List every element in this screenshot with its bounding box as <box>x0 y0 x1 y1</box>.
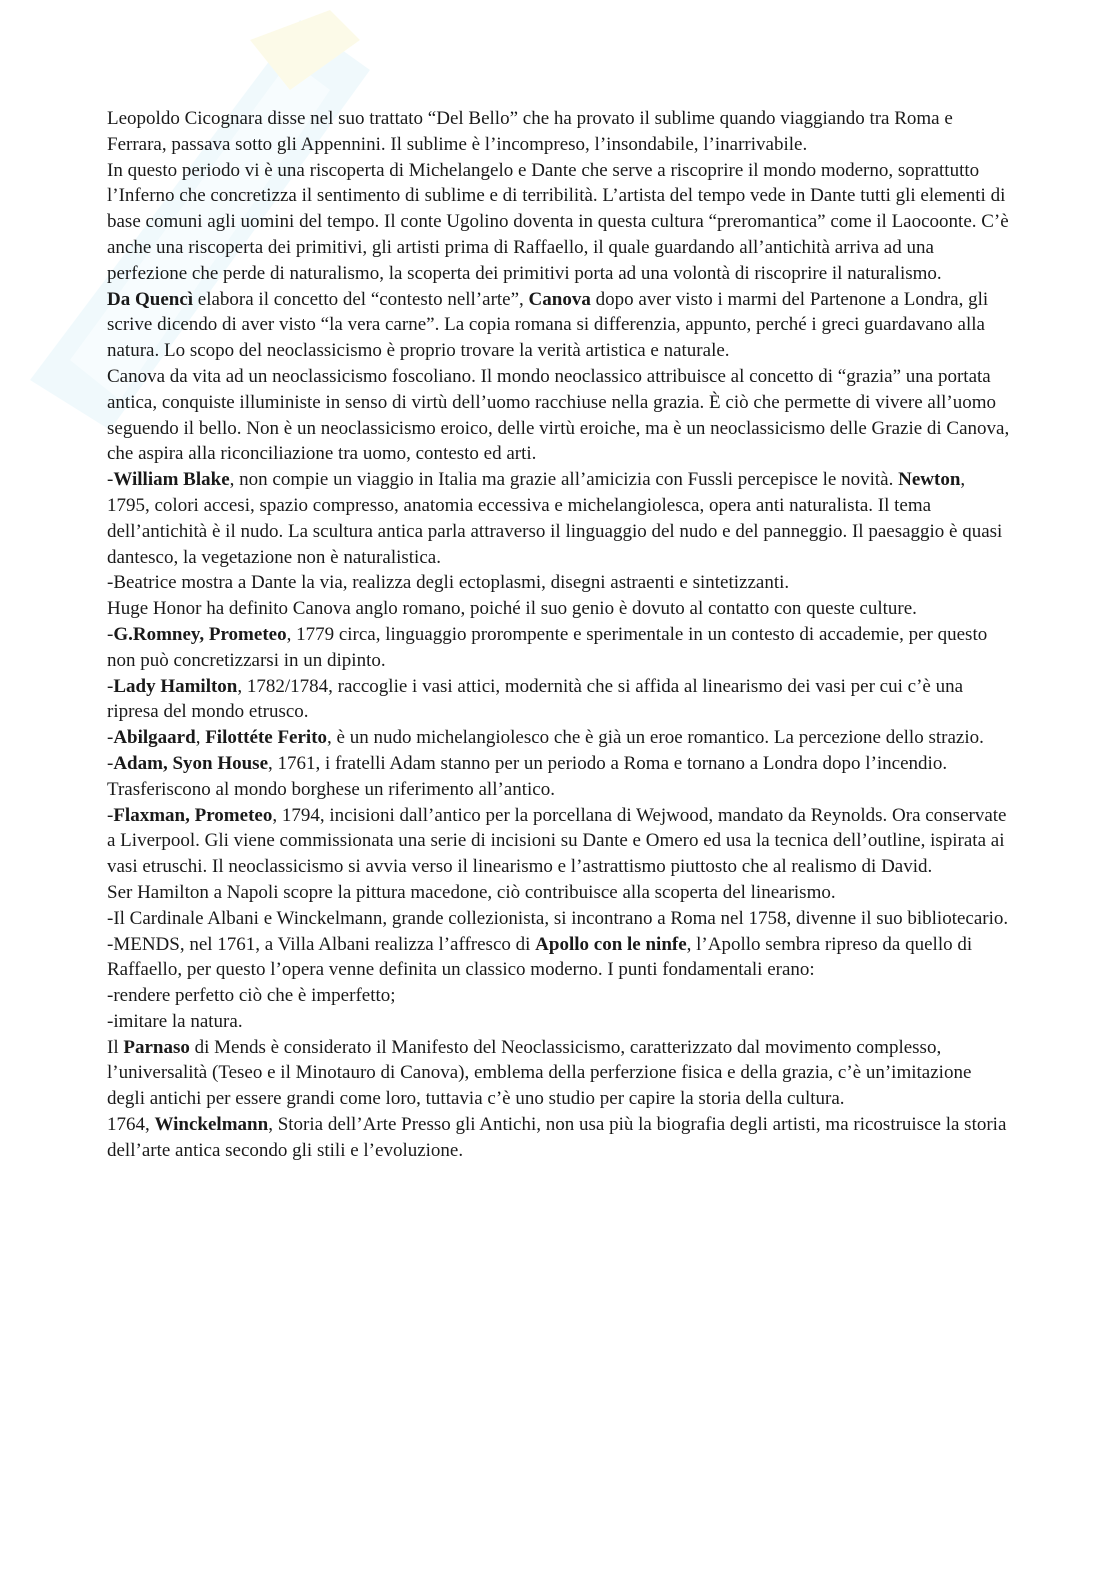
text-run: - <box>107 804 114 826</box>
paragraph <box>107 364 1012 467</box>
paragraph <box>107 467 1012 570</box>
text-run: , è un nudo michelangiolesco che è già un eroe romantico. La percezione dello strazio. <box>327 727 984 749</box>
bold-text: William Blake <box>113 469 230 491</box>
text-run: , 1795, colori accesi, spazio compresso, anatomia eccessiva e michelangiolesca, opera anti naturalista. Il tema dell’antichità è il nudo. La scultura antica parla attraverso il linguaggio del nudo e del panneggio. Il paesaggio è quasi dantesco, la vegetazione non è naturalistica. <box>107 469 1003 568</box>
text-run: Leopoldo Cicognara disse nel suo trattato “Del Bello” che ha provato il sublime quando viaggiando tra Roma e Ferrara, passava sotto gli Appennini. Il sublime è l’incompreso, l’insondabile, l’inarrivabile. <box>107 108 953 155</box>
bold-text: Winckelmann <box>154 1114 269 1136</box>
paragraph <box>107 106 1012 158</box>
text-run: - <box>107 623 114 645</box>
text-run: 1764, <box>107 1114 155 1136</box>
text-run: elabora il concetto del “contesto nell’arte”, <box>193 288 529 310</box>
paragraph <box>107 751 1012 803</box>
text-run: , 1761, i fratelli Adam stanno per un periodo a Roma e tornano a Londra dopo l’incendio. Trasferiscono al mondo borghese un riferimento all’antico. <box>107 752 948 800</box>
text-run: -Beatrice mostra a Dante la via, realizza degli ectoplasmi, disegni astraenti e sintetizzanti. <box>107 572 790 594</box>
bold-text: Adam, Syon House <box>113 752 268 774</box>
bold-text: Parnaso <box>123 1036 190 1058</box>
bold-text: G.Romney, Prometeo <box>113 623 287 645</box>
paragraph <box>107 725 1012 751</box>
text-run: - <box>107 727 114 749</box>
paragraph <box>107 1009 1012 1035</box>
text-run: -MENDS, nel 1761, a Villa Albani realizza l’affresco di <box>107 933 536 955</box>
paragraph <box>107 158 1012 287</box>
paragraph <box>107 622 1012 674</box>
paragraph <box>107 880 1012 906</box>
paragraph <box>107 287 1012 364</box>
bold-text: Newton <box>898 469 961 491</box>
bold-text: Apollo con le ninfe <box>535 933 687 955</box>
paragraph <box>107 1035 1012 1112</box>
text-run: , Storia dell’Arte Presso gli Antichi, non usa più la biografia degli artisti, ma ricostruisce la storia dell’arte antica secondo gli stili e l’evoluzione. <box>107 1114 1007 1161</box>
paragraph <box>107 906 1012 932</box>
paragraph <box>107 674 1012 726</box>
bold-text: Filottéte Ferito <box>205 727 328 749</box>
paragraph <box>107 570 1012 596</box>
text-run: , 1782/1784, raccoglie i vasi attici, modernità che si affida al linearismo dei vasi per cui c’è una ripresa del mondo etrusco. <box>107 675 964 723</box>
text-run: Huge Honor ha definito Canova anglo romano, poiché il suo genio è dovuto al contatto con queste culture. <box>107 598 917 620</box>
text-run: Ser Hamilton a Napoli scopre la pittura macedone, ciò contribuisce alla scoperta del linearismo. <box>107 881 836 903</box>
text-run: , l’Apollo sembra ripreso da quello di Raffaello, per questo l’opera venne definita un classico moderno. I punti fondamentali erano: <box>107 933 973 981</box>
paragraph <box>107 932 1012 984</box>
text-run: - <box>107 675 114 697</box>
paragraph <box>107 803 1012 880</box>
text-run: In questo periodo vi è una riscoperta di Michelangelo e Dante che serve a riscoprire il mondo moderno, soprattutto l’Inferno che concretizza il sentimento di sublime e di terribilità. L’artista del tempo vede in Dante tutti gli elementi di base comuni agli uomini del tempo. Il conte Ugolino doventa in questa cultura “preromantica” come il Laocoonte. C’è anche una riscoperta dei primitivi, gli artisti prima di Raffaello, il quale guardando all’antichità arriva ad una perfezione che perde di naturalismo, la scoperta dei primitivi porta ad una volontà di riscoprire il naturalismo. <box>107 159 1009 284</box>
text-run: , non compie un viaggio in Italia ma grazie all’amicizia con Fussli percepisce le novità. <box>229 469 899 491</box>
text-run: -imitare la natura. <box>107 1010 243 1032</box>
text-run: - <box>107 752 114 774</box>
text-run: -rendere perfetto ciò che è imperfetto; <box>107 985 396 1007</box>
bold-text: Lady Hamilton <box>113 675 238 697</box>
text-run: , 1779 circa, linguaggio prorompente e sperimentale in un contesto di accademie, per questo non può concretizzarsi in un dipinto. <box>107 623 988 671</box>
text-run: dopo aver visto i marmi del Partenone a Londra, gli scrive dicendo di aver visto “la vera carne”. La copia romana si differenzia, appunto, perché i greci guardavano alla natura. Lo scopo del neoclassicismo è proprio trovare la verità artistica e naturale. <box>107 288 989 362</box>
text-run: di Mends è considerato il Manifesto del Neoclassicismo, caratterizzato dal movimento complesso, l’universalità (Teseo e il Minotauro di Canova), emblema della perferzione fisica e della grazia, c’è un’imitazione degli antichi per essere grandi come loro, tuttavia c’è uno studio per capire la storia della cultura. <box>107 1036 972 1110</box>
paragraph <box>107 983 1012 1009</box>
bold-text: Abilgaard <box>113 727 196 749</box>
document-body <box>107 106 1012 1164</box>
text-run: Il <box>107 1036 124 1058</box>
bold-text: Da Quencì <box>107 288 194 310</box>
text-run: , 1794, incisioni dall’antico per la porcellana di Wejwood, mandato da Reynolds. Ora conservate a Liverpool. Gli viene commissionata una serie di incisioni su Dante e Omero ed usa la tecnica dell’outline, ispirata ai vasi etruschi. Il neoclassicismo si avvia verso il linearismo e l’astrattismo piuttosto che al realismo di David. <box>107 804 1007 878</box>
bold-text: Canova <box>528 288 591 310</box>
text-run: Canova da vita ad un neoclassicismo foscoliano. Il mondo neoclassico attribuisce al concetto di “grazia” una portata antica, conquiste illuministe in senso di virtù dell’uomo racchiuse nella grazia. È ciò che permette di vivere all’uomo seguendo il bello. Non è un neoclassicismo eroico, delle virtù eroiche, ma è un neoclassicismo delle Grazie di Canova, che aspira alla riconciliazione tra uomo, contesto ed arti. <box>107 365 1010 465</box>
bold-text: Flaxman, Prometeo <box>113 804 273 826</box>
text-run: , <box>195 727 206 749</box>
paragraph <box>107 1112 1012 1164</box>
paragraph <box>107 596 1012 622</box>
text-run: - <box>107 469 114 491</box>
text-run: -Il Cardinale Albani e Winckelmann, grande collezionista, si incontrano a Roma nel 1758, divenne il suo bibliotecario. <box>107 907 1009 929</box>
